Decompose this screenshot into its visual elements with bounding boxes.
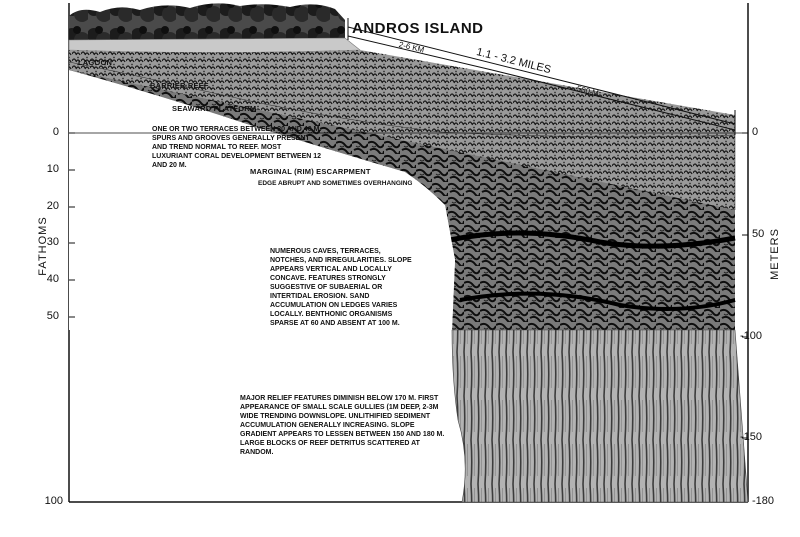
caves-note: NUMEROUS CAVES, TERRACES, NOTCHES, AND IRREGULARITIES. SLOPE APPEARS VERTICAL AND LOCALLY CONCAVE. FEATURES STRONGLY SUGGESTIVE OF SUBAERIAL OR INTERTIDAL EROSION. SAND ACCUMULATION ON LEDGES VARIES LOCALLY. BENTHONIC ORGANISMS SPARSE AT 60 AND ABSENT AT 100 M. <box>270 248 412 327</box>
right-tick-label: 0 <box>752 126 759 138</box>
deep-slope-note: MAJOR RELIEF FEATURES DIMINISH BELOW 170 M. FIRST APPEARANCE OF SMALL SCALE GULLIES (1M DEEP, 2-3M WIDE TRENDING DOWNSLOPE. UNLITHIFIED SEDIMENT ACCUMULATION GENERALLY INCREASING. SLOPE GRADIENT APPEARS TO LESSEN BETWEEN 150 AND 180 M. LARGE BLOCKS OF REEF DETRITUS SCATTERED AT RANDOM. <box>240 395 445 456</box>
left-tick-label: 50 <box>46 310 59 322</box>
left-tick-label: 100 <box>44 495 63 507</box>
right-tick-label: -180 <box>752 495 775 507</box>
distance-total-label: 1.1 - 3.2 MILES <box>475 46 553 77</box>
platform-note: ONE OR TWO TERRACES BETWEEN 30 AND 40 M. SPURS AND GROOVES GENERALLY PRESENT AND TREND NORMAL TO REEF. MOST LUXURIANT CORAL DEVELOPMENT BETWEEN 12 AND 20 M. <box>152 126 322 169</box>
island-title: ANDROS ISLAND <box>352 20 484 37</box>
left-tick-label: 40 <box>46 273 59 285</box>
left-tick-label: 10 <box>46 163 59 175</box>
escarpment-title: MARGINAL (RIM) ESCARPMENT <box>250 167 371 176</box>
escarpment-subtitle: EDGE ABRUPT AND SOMETIMES OVERHANGING <box>258 180 413 187</box>
seaward-platform-label: SEAWARD PLATFORM <box>172 104 257 113</box>
lagoon-surface <box>69 38 360 53</box>
right-tick-label: -100 <box>740 330 763 342</box>
right-axis-title: METERS <box>769 228 781 280</box>
gullied-slope <box>452 330 748 502</box>
left-tick-label: 20 <box>46 200 59 212</box>
lagoon-label: LAGOON <box>78 58 113 67</box>
left-tick-label: 0 <box>52 126 59 138</box>
island-vegetation <box>69 3 345 40</box>
right-tick-label: 50 <box>752 228 765 240</box>
right-axis-ticks <box>742 133 748 438</box>
right-tick-label: -150 <box>740 431 763 443</box>
distance-km-label: 2-6 KM <box>397 40 426 55</box>
left-tick-label: 30 <box>46 236 59 248</box>
barrier-reef-label: BARRIER REEF <box>150 81 209 90</box>
distance-meters-label: 500 M <box>575 84 600 99</box>
left-axis-title: FATHOMS <box>37 216 49 276</box>
